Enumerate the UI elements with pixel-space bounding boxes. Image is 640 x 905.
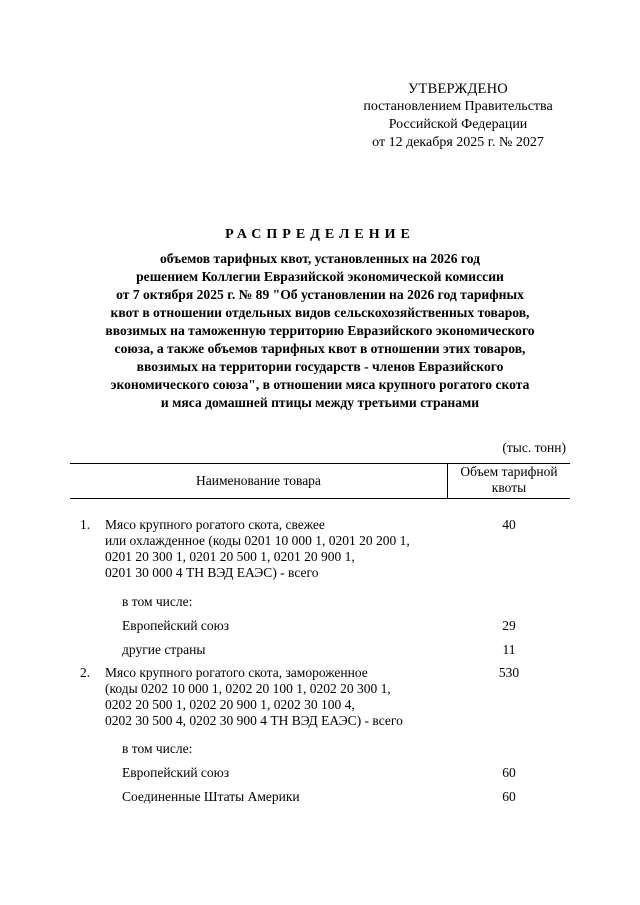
column-header-volume-line: квоты <box>491 480 527 495</box>
subitem-volume: 11 <box>502 642 516 657</box>
including-label: в том числе: <box>122 594 193 609</box>
subitem-name: Европейский союз <box>122 765 230 780</box>
approval-heading: УТВЕРЖДЕНО <box>408 81 508 97</box>
subitem-volume: 29 <box>502 618 516 633</box>
item-description-line: или охлажденное (коды 0201 10 000 1, 0201 20 200 1, <box>105 533 410 548</box>
item-description-line: 0202 30 500 4, 0202 30 900 4 ТН ВЭД ЕАЭС) - всего <box>105 713 403 728</box>
item-description-line: (коды 0202 10 000 1, 0202 20 100 1, 0202 20 300 1, <box>105 681 391 696</box>
column-header-volume <box>448 464 570 496</box>
subtitle-line: и мяса домашней птицы между третьими странами <box>160 395 480 410</box>
approval-line: Российской Федерации <box>388 117 528 132</box>
approval-block <box>330 80 586 152</box>
column-header-name: Наименование товара <box>196 473 321 488</box>
subtitle-line: квот в отношении отдельных видов сельскохозяйственных товаров, <box>110 305 530 320</box>
including-label: в том числе: <box>122 741 193 756</box>
subitem-volume: 60 <box>502 765 516 780</box>
item-number: 1. <box>80 517 91 532</box>
item-description-line: 0201 30 000 4 ТН ВЭД ЕАЭС) - всего <box>105 565 319 580</box>
approval-line: от 12 декабря 2025 г. № 2027 <box>372 135 544 150</box>
item-volume: 530 <box>498 665 520 680</box>
item-description-line: Мясо крупного рогатого скота, свежее <box>105 517 325 532</box>
approval-line: постановлением Правительства <box>363 99 553 114</box>
subtitle-line: ввозимых на таможенную территорию Евразийского экономического <box>105 323 535 338</box>
subtitle-line: объемов тарифных квот, установленных на 2026 год <box>159 251 481 266</box>
item-description-line: 0201 20 300 1, 0201 20 500 1, 0201 20 900 1, <box>105 549 355 564</box>
item-number: 2. <box>80 665 91 680</box>
subtitle-line: решением Коллегии Евразийской экономической комиссии <box>136 269 504 284</box>
item-volume: 40 <box>502 517 516 532</box>
subitem-name: Соединенные Штаты Америки <box>122 789 300 804</box>
table-header-rule <box>70 498 570 499</box>
subtitle-line: от 7 октября 2025 г. № 89 "Об установлении на 2026 год тарифных <box>116 287 524 302</box>
unit-label: (тыс. тонн) <box>502 440 566 455</box>
item-description <box>105 665 403 729</box>
item-description-line: Мясо крупного рогатого скота, замороженное <box>105 665 368 680</box>
subtitle-line: ввозимых на территории государств - членов Евразийского <box>136 359 504 374</box>
subitem-name: другие страны <box>122 642 206 657</box>
column-header-volume-line: Объем тарифной <box>460 464 558 479</box>
document-subtitle <box>60 250 580 412</box>
item-description <box>105 517 410 581</box>
document-title: РАСПРЕДЕЛЕНИЕ <box>225 227 415 242</box>
subitem-volume: 60 <box>502 789 516 804</box>
subtitle-line: экономического союза", в отношении мяса крупного рогатого скота <box>110 377 530 392</box>
item-description-line: 0202 20 500 1, 0202 20 900 1, 0202 30 100 4, <box>105 697 355 712</box>
subitem-name: Европейский союз <box>122 618 230 633</box>
subtitle-line: союза, а также объемов тарифных квот в отношении этих товаров, <box>114 341 526 356</box>
